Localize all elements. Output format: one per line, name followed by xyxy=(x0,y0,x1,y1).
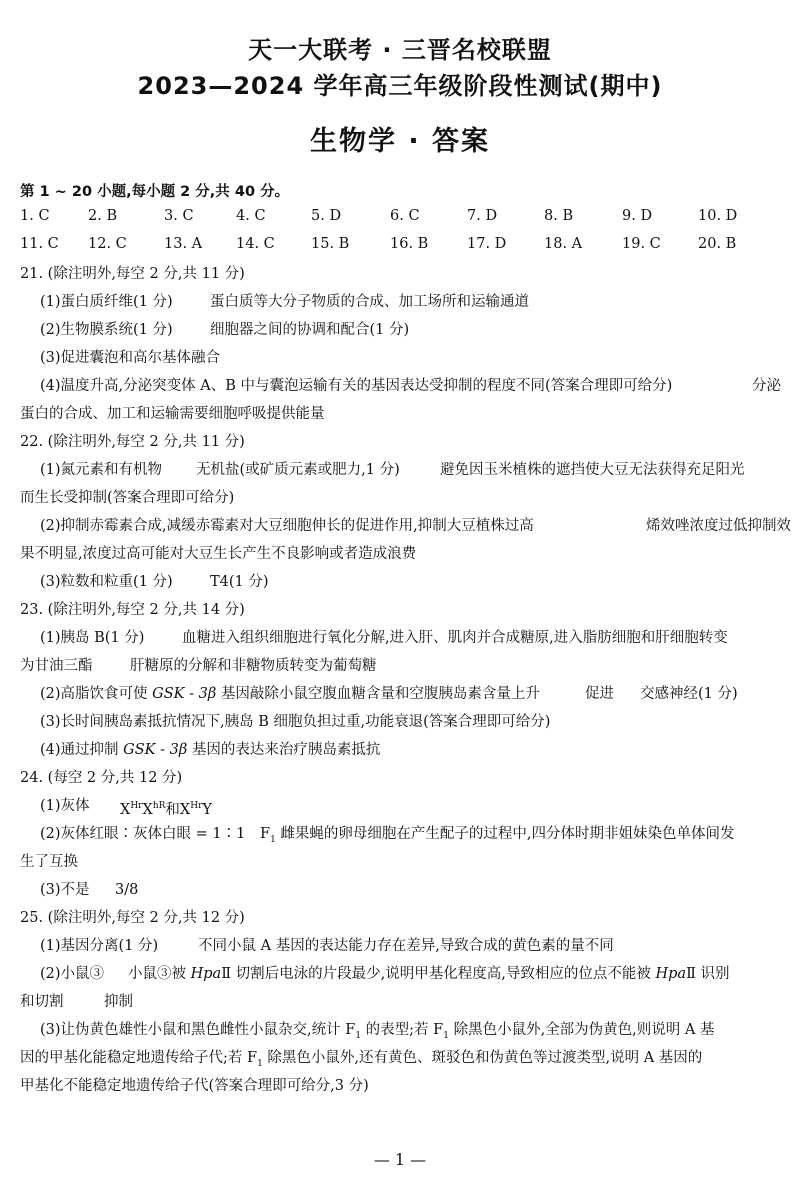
answer-item: 10. D xyxy=(698,208,738,224)
q23-answer-4 xyxy=(40,740,380,760)
q25-answer-1b: 不同小鼠 A 基因的表达能力存在差异,导致合成的黄色素的量不同 xyxy=(198,938,614,954)
q22-answer-2c: 果不明显,浓度过高可能对大豆生长产生不良影响或者造成浪费 xyxy=(20,546,417,562)
q24-answer-1 xyxy=(40,796,212,818)
y-chromosome: Y xyxy=(202,801,212,818)
q21-answer-2 xyxy=(40,320,410,340)
answer-item: 12. C xyxy=(88,236,127,252)
answer-item: 8. B xyxy=(544,208,574,224)
allele-superscript: Hr xyxy=(130,801,143,811)
exam-title-line1: 天一大联考 · 三晋名校联盟 xyxy=(248,36,552,64)
enzyme-name: Hpa xyxy=(655,966,687,982)
q22-answer-2b: 烯效唑浓度过低抑制效 xyxy=(646,518,791,534)
generation-f: F xyxy=(433,1022,444,1038)
q22-answer-1 xyxy=(40,460,745,480)
q23-answer-1b: 血糖进入组织细胞进行氧化分解,进入肝、肌肉并合成糖原,进入脂肪细胞和肝细胞转变 xyxy=(182,630,728,646)
exam-subject-title: 生物学 · 答案 xyxy=(309,126,491,157)
q21-answer-1 xyxy=(40,292,529,312)
q23-answer-2b: 促进 xyxy=(585,686,614,702)
q22-answer-1b: 无机盐(或矿质元素或肥力,1 分) xyxy=(196,462,400,478)
q21-answer-4a: (4)温度升高,分泌突变体 A、B 中与囊泡运输有关的基因表达受抑制的程度不同(答案合理即可给分) xyxy=(40,378,673,394)
q23-answer-4-post: 基因的表达来治疗胰岛素抵抗 xyxy=(187,742,381,758)
x-chromosome: X xyxy=(120,801,131,818)
q25-answer-3-part: 的表型;若 xyxy=(361,1022,434,1038)
q24-answer-3 xyxy=(40,880,139,900)
q23-answer-2c: 交感神经(1 分) xyxy=(640,686,738,702)
q25-answer-2d: 抑制 xyxy=(104,994,133,1010)
answer-item: 13. A xyxy=(164,236,203,252)
gene-name: GSK - 3β xyxy=(152,686,217,702)
q21-answer-3: (3)促进囊泡和高尔基体融合 xyxy=(40,350,221,366)
q25-heading: 25. (除注明外,每空 2 分,共 12 分) xyxy=(20,910,245,926)
answer-item: 20. B xyxy=(698,236,737,252)
x-chromosome: X xyxy=(142,801,153,818)
enzyme-numeral: Ⅱ xyxy=(221,966,232,982)
q25-answer-3-line3: 甲基化不能稳定地遗传给子代(答案合理即可给分,3 分) xyxy=(20,1078,369,1094)
q25-answer-1a: (1)基因分离(1 分) xyxy=(40,938,159,954)
q25-answer-3-part: 因的甲基化能稳定地遗传给子代;若 xyxy=(20,1050,247,1066)
q25-answer-3-line1 xyxy=(40,1020,714,1046)
generation-subscript: 1 xyxy=(443,1030,449,1041)
q21-answer-2b: 细胞器之间的协调和配合(1 分) xyxy=(210,322,410,338)
generation-subscript: 1 xyxy=(257,1058,263,1069)
enzyme-name: Hpa xyxy=(190,966,222,982)
q25-answer-2 xyxy=(40,964,730,984)
q23-answer-1cd xyxy=(20,656,377,676)
answer-row-2 xyxy=(20,236,790,256)
q21-heading: 21. (除注明外,每空 2 分,共 11 分) xyxy=(20,266,245,282)
q23-answer-2a xyxy=(40,686,540,702)
q24-answer-3a: (3)不是 xyxy=(40,882,90,898)
page-number: — 1 — xyxy=(373,1150,427,1169)
q25-answer-2c: 和切割 xyxy=(20,994,64,1010)
exam-title-line2: 2023—2024 学年高三年级阶段性测试(期中) xyxy=(137,72,663,100)
q23-answer-1a: (1)胰岛 B(1 分) xyxy=(40,630,145,646)
q22-answer-2a: (2)抑制赤霉素合成,减缓赤霉素对大豆细胞伸长的促进作用,抑制大豆植株过高 xyxy=(40,518,534,534)
generation-f: F xyxy=(247,1050,258,1066)
q21-answer-4b: 分泌 xyxy=(752,378,781,394)
answer-item: 6. C xyxy=(390,208,420,224)
q21-answer-4c: 蛋白的合成、加工和运输需要细胞呼吸提供能量 xyxy=(20,406,325,422)
q22-answer-2 xyxy=(40,516,791,536)
answer-item: 1. C xyxy=(20,208,50,224)
answer-item: 19. C xyxy=(622,236,661,252)
q25-answer-1 xyxy=(40,936,614,956)
q23-answer-4-pre: (4)通过抑制 xyxy=(40,742,124,758)
q24-heading: 24. (每空 2 分,共 12 分) xyxy=(20,770,183,786)
q23-answer-3: (3)长时间胰岛素抵抗情况下,胰岛 B 细胞负担过重,功能衰退(答案合理即可给分) xyxy=(40,714,551,730)
enzyme-numeral: Ⅱ xyxy=(686,966,696,982)
generation-f: F xyxy=(260,826,271,842)
generation-f: F xyxy=(345,1022,356,1038)
q24-answer-2b-text: 雌果蝇的卵母细胞在产生配子的过程中,四分体时期非姐妹染色单体间发 xyxy=(275,826,735,842)
q25-answer-3-part: 除黑色小鼠外,还有黄色、斑驳色和伪黄色等过渡类型,说明 A 基因的 xyxy=(262,1050,703,1066)
answer-item: 3. C xyxy=(164,208,194,224)
q24-genotypes xyxy=(120,796,212,820)
q24-answer-2 xyxy=(40,824,735,845)
q23-answer-2-post: 基因敲除小鼠空腹血糖含量和空腹胰岛素含量上升 xyxy=(216,686,540,702)
q24-answer-3b: 3/8 xyxy=(115,882,139,898)
gene-name: GSK - 3β xyxy=(123,742,188,758)
q25-answer-2b xyxy=(128,964,730,984)
q22-answer-3a: (3)粒数和粒重(1 分) xyxy=(40,574,173,590)
generation-subscript: 1 xyxy=(355,1030,362,1041)
q21-answer-1b: 蛋白质等大分子物质的合成、加工场所和运输通道 xyxy=(210,294,529,310)
conjunction: 和 xyxy=(165,801,180,818)
q25-answer-2cd xyxy=(20,992,133,1012)
q23-answer-2 xyxy=(40,684,738,704)
q22-answer-3 xyxy=(40,572,269,592)
x-chromosome: X xyxy=(179,801,191,818)
q24-answer-2b xyxy=(260,824,735,850)
allele-superscript: hR xyxy=(152,801,166,811)
q22-answer-1c: 避免因玉米植株的遮挡使大豆无法获得充足阳光 xyxy=(440,462,745,478)
generation-subscript: 1 xyxy=(270,834,276,845)
q24-answer-2c: 生了互换 xyxy=(20,854,78,870)
allele-superscript: Hr xyxy=(190,801,203,811)
q22-answer-1d: 而生长受抑制(答案合理即可给分) xyxy=(20,490,235,506)
q23-answer-2-pre: (2)高脂饮食可使 xyxy=(40,686,153,702)
answer-item: 4. C xyxy=(236,208,266,224)
q21-answer-2a: (2)生物膜系统(1 分) xyxy=(40,322,173,338)
answer-item: 15. B xyxy=(311,236,350,252)
q25-answer-2b-post: 识别 xyxy=(695,966,730,982)
answer-item: 2. B xyxy=(88,208,118,224)
answer-item: 7. D xyxy=(467,208,498,224)
q21-answer-4 xyxy=(40,376,781,396)
q25-answer-2a: (2)小鼠③ xyxy=(40,966,105,982)
q25-answer-3-line2 xyxy=(20,1048,702,1074)
answer-item: 17. D xyxy=(467,236,507,252)
choice-section-intro: 第 1 ~ 20 小题,每小题 2 分,共 40 分。 xyxy=(20,184,290,200)
answer-item: 16. B xyxy=(390,236,429,252)
answer-item: 14. C xyxy=(236,236,275,252)
answer-item: 18. A xyxy=(544,236,583,252)
answer-item: 11. C xyxy=(20,236,59,252)
q24-answer-2a: (2)灰体红眼∶灰体白眼 = 1∶1 xyxy=(40,826,246,842)
q23-answer-1d: 肝糖原的分解和非糖物质转变为葡萄糖 xyxy=(130,658,377,674)
q25-answer-2b-mid: 切割后电泳的片段最少,说明甲基化程度高,导致相应的位点不能被 xyxy=(231,966,656,982)
answer-item: 9. D xyxy=(622,208,653,224)
q25-answer-2b-pre: 小鼠③被 xyxy=(128,966,191,982)
q23-answer-1c: 为甘油三酯 xyxy=(20,658,93,674)
answer-item: 5. D xyxy=(311,208,342,224)
q22-answer-3b: T4(1 分) xyxy=(210,574,269,590)
q23-heading: 23. (除注明外,每空 2 分,共 14 分) xyxy=(20,602,245,618)
q22-answer-1a: (1)氮元素和有机物 xyxy=(40,462,163,478)
q21-answer-1a: (1)蛋白质纤维(1 分) xyxy=(40,294,173,310)
answer-row-1 xyxy=(20,208,790,228)
q25-answer-3-part: (3)让伪黄色雄性小鼠和黑色雌性小鼠杂交,统计 xyxy=(40,1022,346,1038)
q25-answer-3-part: 除黑色小鼠外,全部为伪黄色,则说明 A 基 xyxy=(448,1022,715,1038)
q24-answer-1a: (1)灰体 xyxy=(40,798,90,814)
q22-heading: 22. (除注明外,每空 2 分,共 11 分) xyxy=(20,434,245,450)
q23-answer-1 xyxy=(40,628,728,648)
